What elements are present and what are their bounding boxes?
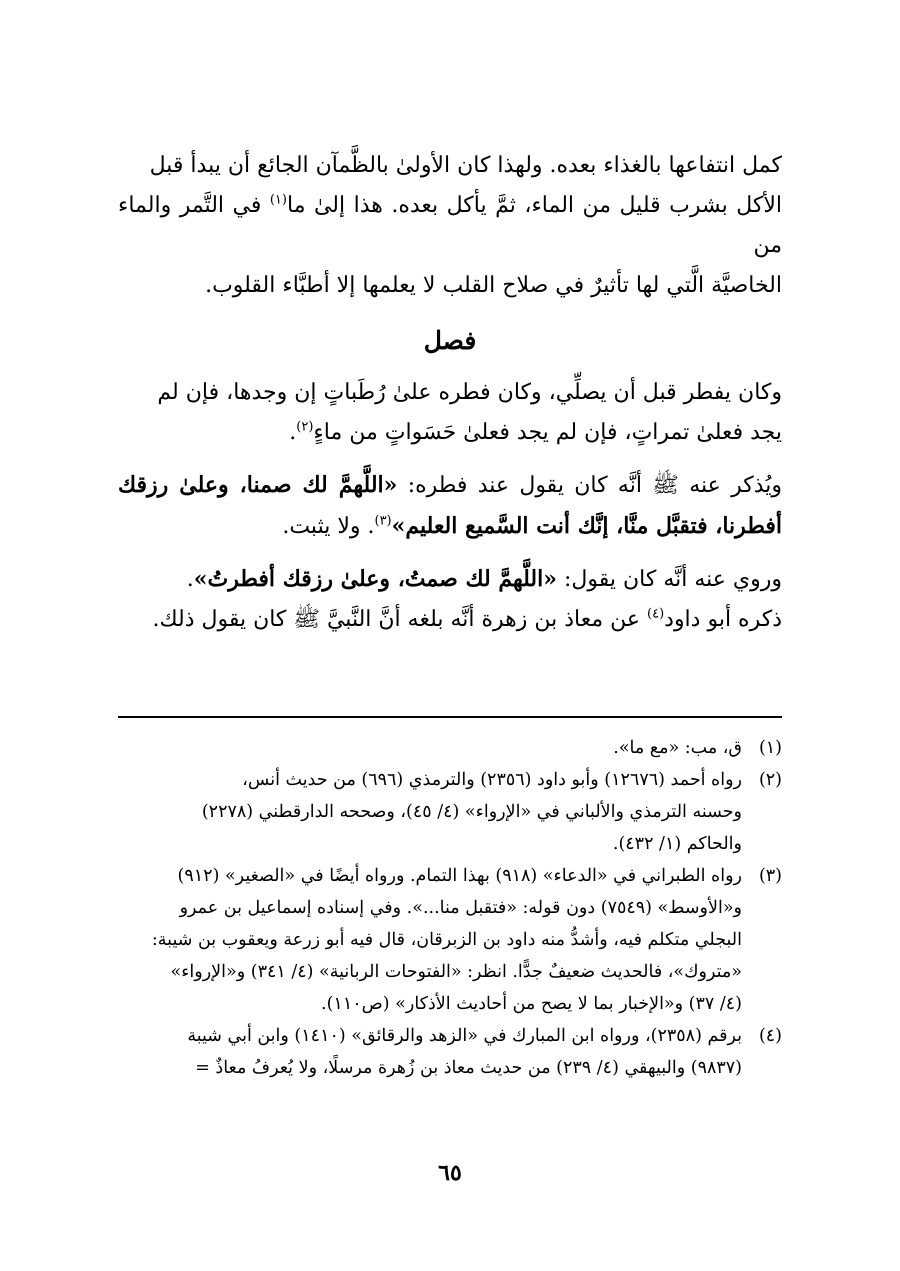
footnote-ref: (٤) [647,606,665,622]
intro-line: الأكل بشرب قليل من الماء، ثمَّ يأكل بعده. هذا إلىٰ ما$^{(١)}$ في التَّمر والماء من [118,192,782,258]
footnote [118,860,782,1020]
footnote-number: (١) [758,738,782,758]
paragraph-fasting-break [118,373,782,453]
footnote-number: (٣) [758,866,782,886]
intro-line: الخاصيَّة الَّتي لها تأثيرٌ في صلاح القلب لا يعلمها إلا أطبَّاء القلوب. [205,273,782,298]
footnote-number: (٢) [758,770,782,790]
footnote-text: ق، مب: «مع ما». [613,738,742,758]
page-number: ٦٥ [438,1160,462,1186]
footnote-text: رواه الطبراني في «الدعاء» (٩١٨) بهذا التمام. ورواه أيضًا في «الصغير» (٩١٢) و«الأوسط» (٧٥٤٩) دون قوله: «فتقبل منا...». وفي إسناده إسماعيل بن عمرو البجلي متكلم فيه، وأشدُّ منه داود بن الزبرقان، قال فيه أبو زرعة ويعقوب بن شيبة: «متروك»، فالحديث ضعيفٌ جدًّا. انظر: «الفتوحات الربانية» (٤/ ٣٤١) و«الإرواء» (٤/ ٣٧) و«الإخبار بما لا يصح من أحاديث الأذكار» (ص١١٠). [151,866,742,1014]
footnote-ref: (١) [269,192,287,208]
footnote [118,732,782,764]
footnote-number: (٤) [758,1026,782,1046]
footnote [118,1020,782,1084]
paragraph-line: وكان يفطر قبل أن يصلِّي، وكان فطره علىٰ رُطَباتٍ إن وجدها، فإن لم [157,380,782,405]
paragraph-dua-2: وروي عنه أنَّه كان يقول: «اللَّهمَّ لك صمتُ، وعلىٰ رزقك أفطرتُ». ذكره أبو داود$^{(٤)}$ عن معاذ بن زهرة أنَّه بلغه أنَّ النَّبيَّ ﷺ كان يقول ذلك. [152,566,782,632]
paragraph-line: يجد فعلىٰ تمراتٍ، فإن لم يجد فعلىٰ حَسَواتٍ من ماءٍ$^{(٢)}$. [289,419,782,445]
main-text [118,146,782,640]
paragraph-dua-1: ويُذكر عنه ﷺ أنَّه كان يقول عند فطره: «اللَّهمَّ لك صمنا، وعلىٰ رزقك أفطرنا، فتقبَّل منَّا، إنَّك أنت السَّميع العليم»$^{(٣)}$. ولا يثبت. [118,472,782,539]
footnote-text: رواه أحمد (١٢٦٧٦) وأبو داود (٢٣٥٦) والترمذي (٦٩٦) من حديث أنس، وحسنه الترمذي والألباني في «الإرواء» (٤/ ٤٥)، وصححه الدارقطني (٢٢٧٨) والحاكم (١/ ٤٣٢). [201,770,742,854]
footnote-ref: (٢) [296,419,314,435]
intro-paragraph [118,146,782,306]
intro-line: كمل انتفاعها بالغذاء بعده. ولهذا كان الأولىٰ بالظَّمآن الجائع أن يبدأ قبل [149,153,782,178]
footnote-text: برقم (٢٣٥٨)، ورواه ابن المبارك في «الزهد والرقائق» (١٤١٠) وابن أبي شيبة (٩٨٣٧) والبيهقي (٤/ ٢٣٩) من حديث معاذ بن زُهرة مرسلًا، ولا يُعرفُ معاذٌ = [187,1026,742,1078]
footnote-ref: (٣) [374,513,392,529]
footnotes [118,732,782,1084]
section-heading: فصل [423,326,477,355]
dua-quote: «اللَّهمَّ لك صمنا، وعلىٰ رزقك أفطرنا، فتقبَّل منَّا، إنَّك أنت السَّميع العليم» [118,472,782,539]
dua-quote: «اللَّهمَّ لك صمتُ، وعلىٰ رزقك أفطرتُ» [193,566,557,592]
footnote-separator [118,716,782,718]
footnote [118,764,782,860]
